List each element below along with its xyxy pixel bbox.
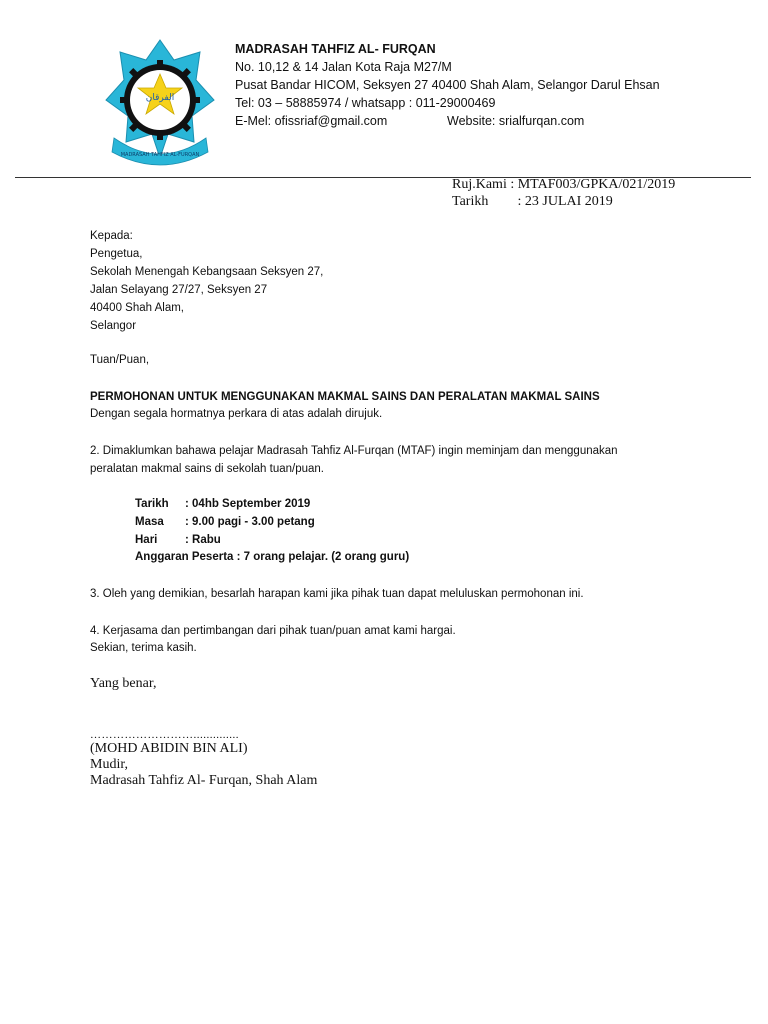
date-label: Tarikh <box>452 194 489 209</box>
detail-hari-label: Hari <box>135 534 158 546</box>
paragraph-2-line-1: 2. Dimaklumkan bahawa pelajar Madrasah Tahfiz Al-Furqan (MTAF) ingin meminjam dan menggunakan <box>90 445 618 457</box>
address-line-1: No. 10,12 & 14 Jalan Kota Raja M27/M <box>235 60 452 74</box>
sign-off: Yang benar, <box>90 676 157 691</box>
logo-script-text: الفرقان <box>145 93 175 103</box>
reference-value: : MTAF003/GPKA/021/2019 <box>510 177 676 192</box>
detail-tarikh-label: Tarikh <box>135 498 169 510</box>
closing-line: Sekian, terima kasih. <box>90 642 197 654</box>
paragraph-4: 4. Kerjasama dan pertimbangan dari pihak tuan/puan amat kami hargai. <box>90 625 456 637</box>
detail-tarikh-value: : 04hb September 2019 <box>185 498 311 510</box>
signatory-name: (MOHD ABIDIN BIN ALI) <box>90 741 248 756</box>
signature-dots: ……………………….............. <box>90 729 239 741</box>
date-value: : 23 JULAI 2019 <box>517 194 613 209</box>
reference-label: Ruj.Kami <box>452 177 507 192</box>
detail-masa-value: : 9.00 pagi - 3.00 petang <box>185 516 315 528</box>
telephone: Tel: 03 – 58885974 / whatsapp : 011-29000469 <box>235 96 496 110</box>
recipient-line-2: Sekolah Menengah Kebangsaan Seksyen 27, <box>90 266 324 278</box>
detail-masa-label: Masa <box>135 516 164 528</box>
paragraph-2-line-2: peralatan makmal sains di sekolah tuan/puan. <box>90 463 324 475</box>
reference-row <box>452 176 675 193</box>
madrasah-crest-logo-icon <box>104 38 216 170</box>
recipient-line-5: Selangor <box>90 320 137 332</box>
detail-tarikh <box>135 495 310 513</box>
subject-heading: PERMOHONAN UNTUK MENGGUNAKAN MAKMAL SAINS DAN PERALATAN MAKMAL SAINS <box>90 391 600 403</box>
website: Website: srialfurqan.com <box>447 114 585 128</box>
paragraph-3: 3. Oleh yang demikian, besarlah harapan kami jika pihak tuan dapat meluluskan permohonan ini. <box>90 588 584 600</box>
salutation: Tuan/Puan, <box>90 354 150 366</box>
detail-masa <box>135 513 315 531</box>
reference-block <box>452 176 675 210</box>
recipient-line-1: Pengetua, <box>90 248 143 260</box>
date-row <box>452 193 675 210</box>
address-line-2: Pusat Bandar HICOM, Seksyen 27 40400 Shah Alam, Selangor Darul Ehsan <box>235 78 660 92</box>
recipient-line-4: 40400 Shah Alam, <box>90 302 184 314</box>
intro-paragraph: Dengan segala hormatnya perkara di atas adalah dirujuk. <box>90 408 383 420</box>
signatory-title: Mudir, <box>90 757 128 772</box>
letterhead <box>235 40 660 130</box>
detail-hari-value: : Rabu <box>185 534 221 546</box>
logo-ribbon-text: MADRASAH TAHFIZ AL-FURQAN <box>120 152 200 158</box>
institution-name: MADRASAH TAHFIZ AL- FURQAN <box>235 42 436 56</box>
contact-row <box>235 112 660 130</box>
recipient-to: Kepada: <box>90 230 133 242</box>
detail-hari <box>135 531 221 549</box>
detail-peserta: Anggaran Peserta : 7 orang pelajar. (2 orang guru) <box>135 551 410 563</box>
signatory-organization: Madrasah Tahfiz Al- Furqan, Shah Alam <box>90 773 318 788</box>
email: E-Mel: ofissriaf@gmail.com <box>235 114 388 128</box>
recipient-line-3: Jalan Selayang 27/27, Seksyen 27 <box>90 284 268 296</box>
